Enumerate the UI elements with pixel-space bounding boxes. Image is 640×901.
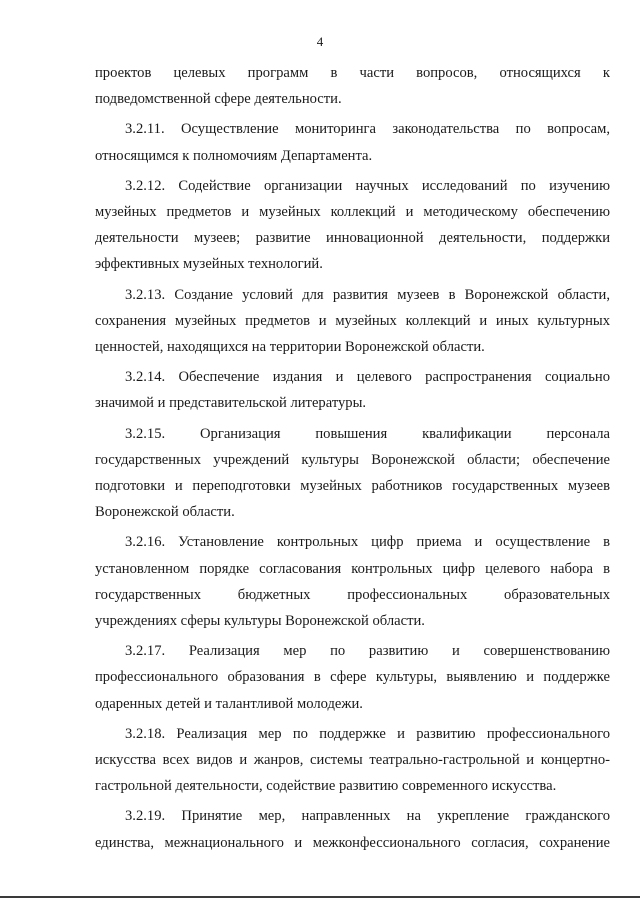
paragraph-3-2-12: [95, 173, 610, 278]
text-line: значимой и представительской литературы.: [95, 395, 367, 412]
paragraph-3-2-17: [95, 638, 610, 717]
text-line: 3.2.15. Организация повышения квалификации персонала: [125, 425, 610, 442]
document-body: [95, 60, 610, 856]
text-line: 3.2.18. Реализация мер по поддержке и развитию профессионального: [125, 725, 610, 742]
paragraph-3-2-11: [95, 116, 610, 168]
text-line: подведомственной сфере деятельности.: [95, 91, 342, 108]
text-line: деятельности музеев; развитие инновационной деятельности, поддержки: [95, 230, 610, 247]
text-line: 3.2.14. Обеспечение издания и целевого распространения социально: [125, 369, 610, 386]
paragraph-3-2-16: [95, 529, 610, 634]
text-line: Воронежской области.: [95, 504, 235, 521]
page-number: 4: [316, 34, 324, 49]
text-line: относящимся к полномочиям Департамента.: [95, 147, 373, 164]
paragraph-continuation: [95, 60, 610, 112]
text-line: ценностей, находящихся на территории Воронежской области.: [95, 339, 485, 356]
text-line: профессионального образования в сфере культуры, выявлению и поддержке: [95, 669, 610, 686]
text-line: 3.2.19. Принятие мер, направленных на укрепление гражданского: [125, 808, 610, 825]
paragraph-3-2-13: [95, 282, 610, 361]
paragraph-3-2-19: [95, 803, 610, 855]
text-line: 3.2.16. Установление контрольных цифр приема и осуществление в: [125, 534, 610, 551]
page-bottom-edge: [0, 896, 640, 898]
text-line: единства, межнационального и межконфессионального согласия, сохранение: [95, 834, 610, 851]
text-line: сохранения музейных предметов и музейных коллекций и иных культурных: [95, 312, 610, 329]
paragraph-3-2-15: [95, 421, 610, 526]
text-line: одаренных детей и талантливой молодежи.: [95, 695, 363, 712]
text-line: 3.2.17. Реализация мер по развитию и совершенствованию: [125, 643, 610, 660]
text-line: 3.2.11. Осуществление мониторинга законодательства по вопросам,: [125, 121, 610, 138]
text-line: установленном порядке согласования контрольных цифр целевого набора в: [95, 560, 610, 577]
text-line: эффективных музейных технологий.: [95, 256, 323, 273]
text-line: 3.2.12. Содействие организации научных исследований по изучению: [125, 177, 610, 194]
text-line: подготовки и переподготовки музейных работников государственных музеев: [95, 478, 610, 495]
paragraph-3-2-14: [95, 364, 610, 416]
text-line: 3.2.13. Создание условий для развития музеев в Воронежской области,: [125, 286, 610, 303]
paragraph-3-2-18: [95, 721, 610, 800]
text-line: гастрольной деятельности, содействие развитию современного искусства.: [95, 778, 557, 795]
text-line: государственных учреждений культуры Воронежской области; обеспечение: [95, 451, 610, 468]
text-line: музейных предметов и музейных коллекций и методическому обеспечению: [95, 204, 610, 221]
text-line: учреждениях сферы культуры Воронежской области.: [95, 613, 425, 630]
text-line: искусства всех видов и жанров, системы театрально-гастрольной и концертно-: [95, 752, 610, 769]
text-line: проектов целевых программ в части вопросов, относящихся к: [95, 65, 610, 81]
text-line: государственных бюджетных профессиональных образовательных: [95, 586, 610, 603]
